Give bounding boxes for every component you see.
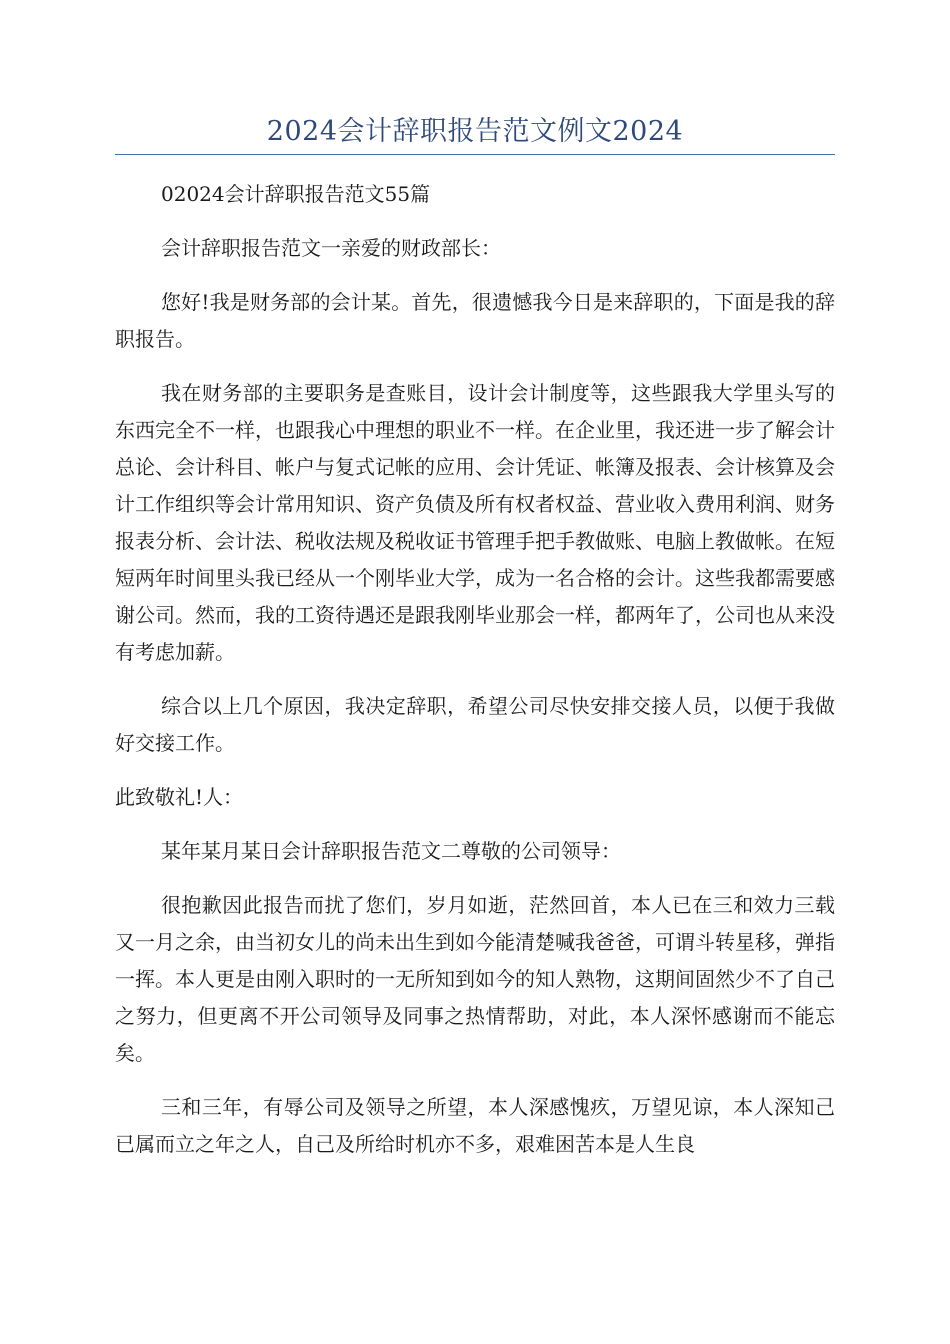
paragraph-reflection: 三和三年，有辱公司及领导之所望，本人深感愧疚，万望见谅，本人深知己已属而立之年之人，自己及所给时机亦不多，艰难困苦本是人生良 (115, 1095, 835, 1156)
document-body (115, 176, 835, 1180)
paragraph-apology: 很抱歉因此报告而扰了您们，岁月如逝，茫然回首，本人已在三和效力三载又一月之余，由当初女儿的尚未出生到如今能清楚喊我爸爸，可谓斗转星移，弹指一挥。本人更是由刚入职时的一无所知到如今的知人熟物，这期间固然少不了自己之努力，但更离不开公司领导及同事之热情帮助，对此，本人深怀感谢而不能忘矣。 (115, 893, 835, 1065)
title-underline (115, 154, 835, 155)
paragraph-salutation-1: 会计辞职报告范文一亲爱的财政部长： (161, 236, 501, 260)
paragraph-greeting: 您好!我是财务部的会计某。首先，很遗憾我今日是来辞职的，下面是我的辞职报告。 (115, 290, 835, 351)
paragraph-main: 我在财务部的主要职务是查账目，设计会计制度等，这些跟我大学里头写的东西完全不一样，也跟我心中理想的职业不一样。在企业里，我还进一步了解会计总论、会计科目、帐户与复式记帐的应用、会计凭证、帐簿及报表、会计核算及会计工作组织等会计常用知识、资产负债及所有权者权益、营业收入费用利润、财务报表分析、会计法、税收法规及税收证书管理手把手教做账、电脑上教做帐。在短短两年时间里头我已经从一个刚毕业大学，成为一名合格的会计。这些我都需要感谢公司。然而，我的工资待遇还是跟我刚毕业那会一样，都两年了，公司也从来没有考虑加薪。 (115, 381, 835, 664)
paragraph-decision: 综合以上几个原因，我决定辞职，希望公司尽快安排交接人员，以便于我做好交接工作。 (115, 694, 835, 755)
paragraph-closing: 此致敬礼!人： (115, 785, 244, 809)
paragraph-subtitle: 02024会计辞职报告范文55篇 (161, 182, 431, 206)
document-title: 2024会计辞职报告范文例文2024 (266, 116, 684, 147)
paragraph-salutation-2: 某年某月某日会计辞职报告范文二尊敬的公司领导： (161, 839, 621, 863)
